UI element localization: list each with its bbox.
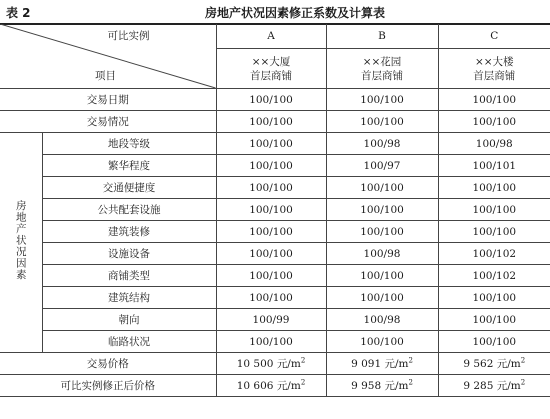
price-unit-exponent: 2 xyxy=(300,378,306,386)
cell-value: 100/98 xyxy=(326,243,438,265)
header-comparable-label: 可比实例 xyxy=(107,30,150,42)
price-unit: 元/m xyxy=(496,379,521,392)
col-c-name xyxy=(438,49,550,89)
table-row xyxy=(0,133,550,155)
table-number: 表 2 xyxy=(6,6,31,20)
cell-value: 100/100 xyxy=(326,89,438,111)
table-row xyxy=(0,287,550,309)
price-unit-exponent: 2 xyxy=(300,356,306,364)
cell-value: 100/100 xyxy=(216,89,326,111)
cell-value: 100/100 xyxy=(216,111,326,133)
table-row xyxy=(0,331,550,353)
price-number: 9 285 xyxy=(463,379,494,392)
cell-value: 100/100 xyxy=(216,199,326,221)
col-c-letter: C xyxy=(438,24,550,49)
cell-value: 100/97 xyxy=(326,155,438,177)
price-unit: 元/m xyxy=(384,357,409,370)
row-label: 建筑结构 xyxy=(42,287,216,309)
table-row xyxy=(0,155,550,177)
correction-table xyxy=(0,24,550,397)
row-label: 交通便捷度 xyxy=(42,177,216,199)
cell-value: 100/100 xyxy=(216,287,326,309)
cell-value: 100/100 xyxy=(216,331,326,353)
price-unit: 元/m xyxy=(384,379,409,392)
table-title-text: 房地产状况因素修正系数及计算表 xyxy=(204,6,385,20)
table-row xyxy=(0,221,550,243)
row-label: 设施设备 xyxy=(42,243,216,265)
row-label: 朝向 xyxy=(42,309,216,331)
cell-value: 100/100 xyxy=(438,177,550,199)
table-row xyxy=(0,375,550,397)
col-a-property: ××大厦 xyxy=(251,55,291,68)
cell-value: 100/100 xyxy=(216,221,326,243)
price-unit: 元/m xyxy=(496,357,521,370)
cell-value: 100/100 xyxy=(326,287,438,309)
cell-value: 100/98 xyxy=(326,309,438,331)
cell-value: 100/100 xyxy=(216,133,326,155)
price-number: 9 091 xyxy=(351,357,382,370)
cell-value: 100/100 xyxy=(438,221,550,243)
table-title xyxy=(0,4,550,21)
row-label: 可比实例修正后价格 xyxy=(0,375,216,397)
row-label: 交易情况 xyxy=(0,111,216,133)
price-cell xyxy=(438,375,550,397)
table-row xyxy=(0,111,550,133)
row-label: 交易价格 xyxy=(0,353,216,375)
table-row xyxy=(0,265,550,287)
col-a-name xyxy=(216,49,326,89)
cell-value: 100/100 xyxy=(326,265,438,287)
group-label: 房地产状况因素 xyxy=(14,200,27,281)
cell-value: 100/100 xyxy=(438,111,550,133)
cell-value: 100/100 xyxy=(216,177,326,199)
row-label: 交易日期 xyxy=(0,89,216,111)
col-a-letter: A xyxy=(216,24,326,49)
diagonal-header-cell xyxy=(0,24,216,89)
header-item-label: 项目 xyxy=(95,70,116,82)
cell-value: 100/100 xyxy=(216,155,326,177)
cell-value: 100/98 xyxy=(438,133,550,155)
row-label: 商铺类型 xyxy=(42,265,216,287)
cell-value: 100/100 xyxy=(438,331,550,353)
cell-value: 100/101 xyxy=(438,155,550,177)
price-number: 10 500 xyxy=(236,357,274,370)
price-number: 9 958 xyxy=(351,379,382,392)
cell-value: 100/100 xyxy=(326,221,438,243)
col-c-property: ××大楼 xyxy=(474,55,514,68)
cell-value: 100/99 xyxy=(216,309,326,331)
table-row xyxy=(0,243,550,265)
col-c-type: 首层商铺 xyxy=(473,69,516,82)
row-label: 公共配套设施 xyxy=(42,199,216,221)
col-b-letter: B xyxy=(326,24,438,49)
price-cell xyxy=(216,353,326,375)
table-row xyxy=(0,199,550,221)
col-b-type: 首层商铺 xyxy=(361,69,403,82)
price-unit: 元/m xyxy=(276,357,301,370)
price-unit-exponent: 2 xyxy=(408,378,413,386)
price-number: 10 606 xyxy=(236,379,274,392)
price-unit-exponent: 2 xyxy=(520,378,526,386)
col-a-type: 首层商铺 xyxy=(250,69,292,82)
cell-value: 100/98 xyxy=(326,133,438,155)
col-b-property: ××花园 xyxy=(362,55,402,68)
price-unit-exponent: 2 xyxy=(520,356,526,364)
price-cell xyxy=(326,375,438,397)
cell-value: 100/100 xyxy=(216,243,326,265)
group-label-cell xyxy=(0,133,42,353)
table-row xyxy=(0,309,550,331)
cell-value: 100/102 xyxy=(438,265,550,287)
cell-value: 100/100 xyxy=(438,287,550,309)
header-row-letters xyxy=(0,24,550,49)
table-row xyxy=(0,89,550,111)
price-cell xyxy=(326,353,438,375)
price-cell xyxy=(438,353,550,375)
row-label: 地段等级 xyxy=(42,133,216,155)
cell-value: 100/100 xyxy=(438,89,550,111)
cell-value: 100/100 xyxy=(326,331,438,353)
row-label: 建筑装修 xyxy=(42,221,216,243)
price-unit-exponent: 2 xyxy=(408,356,413,364)
cell-value: 100/100 xyxy=(438,309,550,331)
price-unit: 元/m xyxy=(276,379,301,392)
cell-value: 100/100 xyxy=(326,199,438,221)
cell-value: 100/100 xyxy=(438,199,550,221)
table-row xyxy=(0,353,550,375)
table-row xyxy=(0,177,550,199)
price-number: 9 562 xyxy=(463,357,494,370)
cell-value: 100/100 xyxy=(216,265,326,287)
cell-value: 100/100 xyxy=(326,177,438,199)
cell-value: 100/102 xyxy=(438,243,550,265)
price-cell xyxy=(216,375,326,397)
row-label: 繁华程度 xyxy=(42,155,216,177)
col-b-name xyxy=(326,49,438,89)
row-label: 临路状况 xyxy=(42,331,216,353)
cell-value: 100/100 xyxy=(326,111,438,133)
